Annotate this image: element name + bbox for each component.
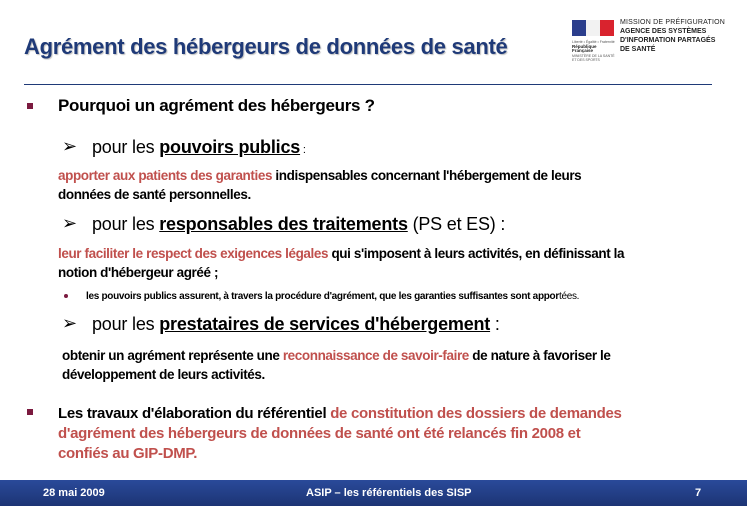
agency-line-2: AGENCE DES SYSTÈMES	[620, 28, 707, 35]
item1-highlight: apporter aux patients des garanties	[58, 168, 273, 183]
closing-statement	[58, 404, 728, 464]
closing-red-line1: de constitution des dossiers de demandes	[330, 405, 622, 422]
footer-bar	[0, 480, 747, 506]
agency-line-3: D'INFORMATION PARTAGÉS	[620, 37, 716, 44]
square-bullet-icon	[27, 103, 33, 109]
footer-date: 28 mai 2009	[43, 487, 105, 499]
item1-target: pouvoirs publics	[159, 137, 301, 157]
pour-prefix: pour les	[92, 214, 155, 234]
item3-heading	[92, 314, 500, 335]
closing-black-text: Les travaux d'élaboration du référentiel	[58, 405, 331, 422]
item2-sub-bullet-end: tées.	[558, 291, 580, 302]
item3-line2: développement de leurs activités.	[62, 367, 265, 382]
rf-ministry: MINISTÈRE DE LA SANTÉ ET DES SPORTS	[572, 53, 615, 62]
item2-sub-bullet-text: les pouvoirs publics assurent, à travers la procédure d'agrément, que les garanties suffisantes sont appor	[86, 291, 559, 302]
page-number: 7	[695, 487, 702, 499]
item2-heading	[92, 214, 505, 235]
arrow-bullet-icon: ➢	[62, 313, 78, 333]
title-divider	[24, 84, 712, 85]
item1-suffix: :	[300, 144, 306, 156]
pour-prefix: pour les	[92, 137, 155, 157]
item1-line2: données de santé personnelles.	[58, 187, 251, 202]
asip-logo	[570, 18, 736, 64]
rf-motto: Liberté • Égalité • Fraternité	[572, 40, 615, 44]
page-title: Agrément des hébergeurs de données de santé	[24, 34, 508, 59]
closing-red-line3: confiés au GIP-DMP.	[58, 445, 198, 462]
closing-red-line2: d'agrément des hébergeurs de données de santé ont été relancés fin 2008 et	[58, 425, 581, 442]
main-question: Pourquoi un agrément des hébergeurs ?	[58, 96, 375, 115]
square-bullet-icon	[27, 409, 33, 415]
republique-francaise-mark	[572, 40, 616, 63]
item1-heading	[92, 137, 306, 158]
arrow-bullet-icon: ➢	[62, 136, 78, 156]
small-bullet-icon	[64, 294, 68, 298]
item1-line1-rest: indispensables concernant l'hébergement de leurs	[272, 168, 582, 183]
arrow-bullet-icon: ➢	[62, 213, 78, 233]
item3-text	[62, 346, 712, 384]
item2-line2: notion d'hébergeur agréé ;	[58, 265, 219, 280]
item3-suffix: :	[490, 314, 500, 334]
item2-sub-bullet	[86, 291, 579, 302]
item3-line1-end: de nature à favoriser le	[468, 348, 611, 363]
item3-highlight: reconnaissance de savoir-faire	[282, 348, 469, 363]
item1-text	[58, 166, 708, 204]
pour-prefix: pour les	[92, 314, 155, 334]
item2-suffix: (PS et ES) :	[407, 214, 506, 234]
item2-highlight: leur faciliter le respect des exigences légales	[58, 246, 329, 261]
agency-line-1: MISSION DE PRÉFIGURATION	[620, 19, 726, 26]
item2-target: responsables des traitements	[159, 214, 408, 234]
item3-target: prestataires de services d'hébergement	[159, 314, 491, 334]
item2-text	[58, 244, 718, 282]
item3-line1-start: obtenir un agrément représente une	[62, 348, 283, 363]
footer-title: ASIP – les référentiels des SISP	[306, 487, 472, 499]
agency-name	[620, 18, 725, 54]
item2-line1-rest: qui s'imposent à leurs activités, en définissant la	[328, 246, 625, 261]
agency-line-4: DE SANTÉ	[620, 46, 656, 53]
rf-name: République Française	[572, 43, 597, 53]
french-flag-icon	[572, 20, 614, 36]
